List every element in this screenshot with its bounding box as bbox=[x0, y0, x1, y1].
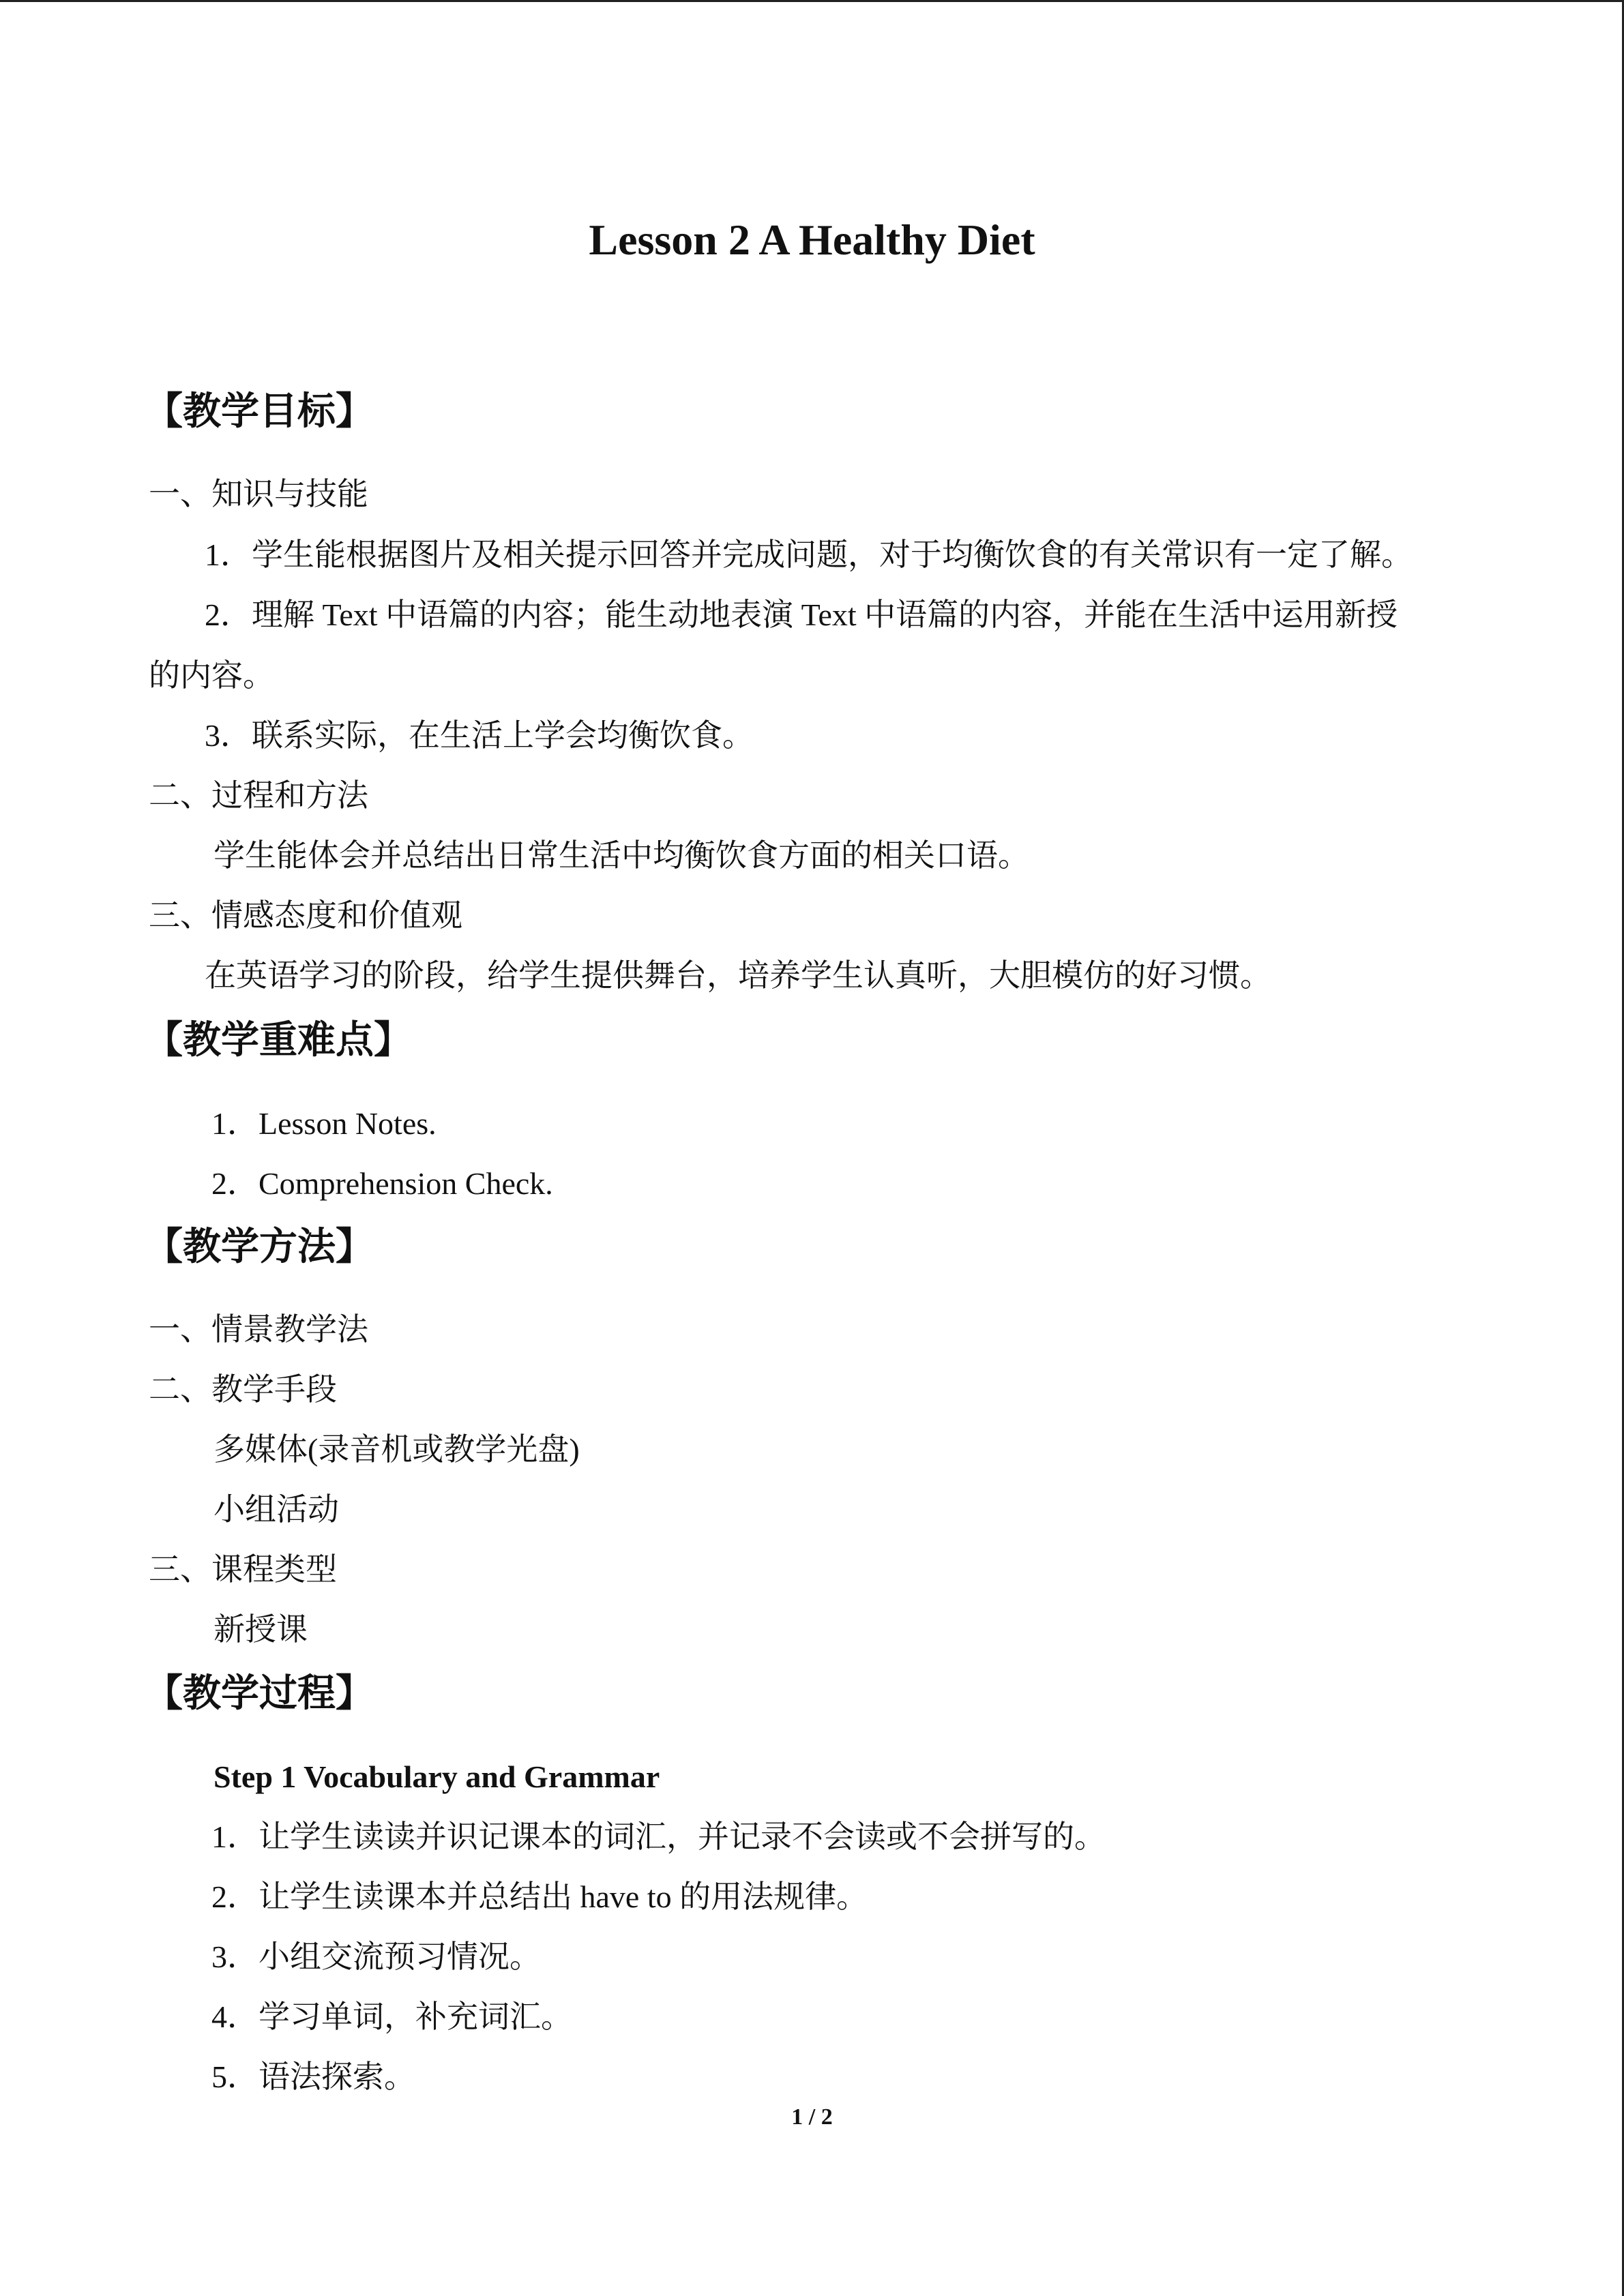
objectives-item2-line1: 2．理解 Text 中语篇的内容；能生动地表演 Text 中语篇的内容，并能在生活中运用新授 bbox=[205, 597, 1398, 632]
section-heading-process: 【教学过程】 bbox=[145, 1673, 374, 1715]
objectives-item2-line2: 的内容。 bbox=[149, 658, 274, 693]
objectives-item3: 3．联系实际，在生活上学会均衡饮食。 bbox=[205, 718, 754, 753]
methods-sub3: 三、课程类型 bbox=[149, 1552, 337, 1587]
methods-sub2: 二、教学手段 bbox=[149, 1372, 337, 1407]
section-heading-objectives: 【教学目标】 bbox=[145, 391, 374, 433]
process-step1-title: Step 1 Vocabulary and Grammar bbox=[213, 1759, 660, 1794]
objectives-sub1: 一、知识与技能 bbox=[149, 477, 368, 511]
process-step1-item: 4．学习单词，补充词汇。 bbox=[211, 1999, 572, 2034]
page-number: 1 / 2 bbox=[791, 2104, 833, 2130]
objectives-sub3: 三、情感态度和价值观 bbox=[149, 898, 462, 933]
keypoints-item2: 2．Comprehension Check. bbox=[211, 1166, 553, 1201]
methods-sub3-item1: 新授课 bbox=[213, 1612, 308, 1647]
document-title: Lesson 2 A Healthy Diet bbox=[589, 215, 1035, 264]
methods-sub2-item2: 小组活动 bbox=[213, 1492, 339, 1527]
keypoints-item1: 1．Lesson Notes. bbox=[211, 1106, 437, 1141]
section-heading-methods: 【教学方法】 bbox=[145, 1226, 374, 1268]
process-step1-item: 1．让学生读读并识记课本的词汇，并记录不会读或不会拼写的。 bbox=[211, 1819, 1106, 1854]
objectives-sub3-text: 在英语学习的阶段，给学生提供舞台，培养学生认真听，大胆模仿的好习惯。 bbox=[205, 958, 1271, 993]
process-step1-item: 2．让学生读课本并总结出 have to 的用法规律。 bbox=[211, 1879, 868, 1914]
objectives-item1: 1．学生能根据图片及相关提示回答并完成问题，对于均衡饮食的有关常识有一定了解。 bbox=[205, 537, 1413, 572]
objectives-sub2: 二、过程和方法 bbox=[149, 778, 368, 813]
section-heading-keypoints: 【教学重难点】 bbox=[145, 1019, 412, 1062]
methods-sub1: 一、情景教学法 bbox=[149, 1312, 368, 1347]
process-step1-item: 3．小组交流预习情况。 bbox=[211, 1939, 541, 1974]
objectives-sub2-text: 学生能体会并总结出日常生活中均衡饮食方面的相关口语。 bbox=[213, 838, 1029, 873]
process-step1-item: 5．语法探索。 bbox=[211, 2059, 415, 2094]
methods-sub2-item1: 多媒体(录音机或教学光盘) bbox=[213, 1432, 580, 1467]
